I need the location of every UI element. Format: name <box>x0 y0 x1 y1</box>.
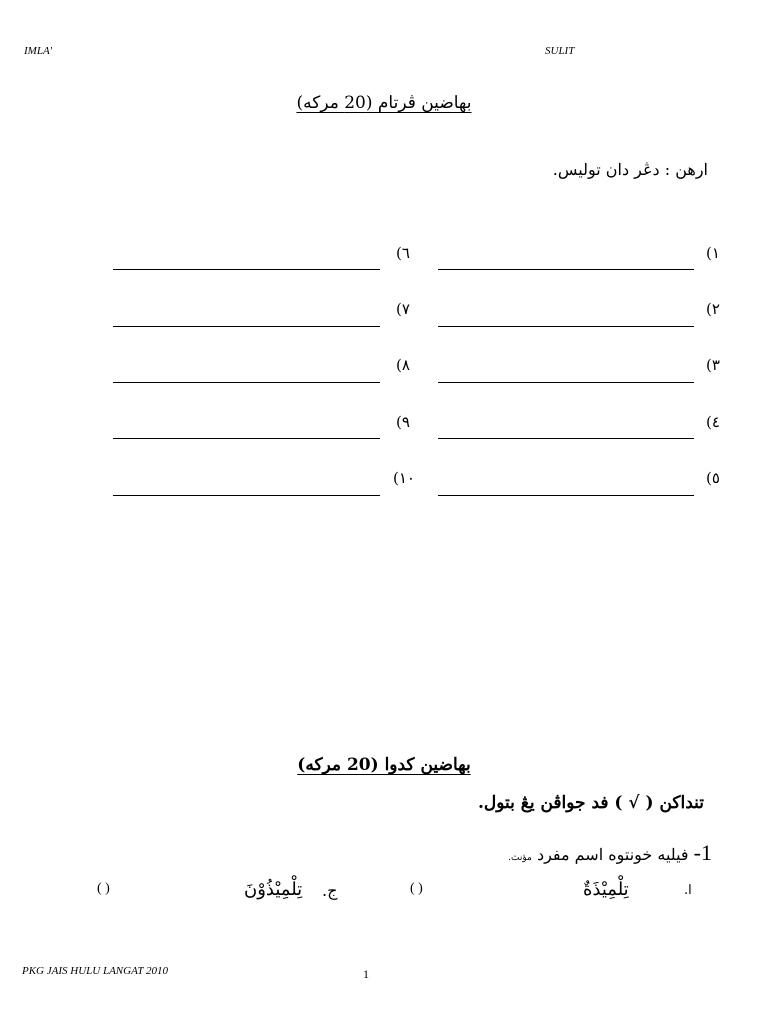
option-a-label: ا. <box>684 883 692 898</box>
item-number-7: ٧) <box>396 300 410 318</box>
answer-line-4[interactable] <box>438 438 694 439</box>
question-number: 1- <box>693 840 712 865</box>
question-1 <box>508 840 712 866</box>
item-number-1: ١) <box>706 244 720 262</box>
option-a-checkbox[interactable]: ( ) <box>410 881 423 896</box>
item-number-2: ٢) <box>706 300 720 318</box>
answer-line-8[interactable] <box>113 382 380 383</box>
item-number-10: ١٠) <box>393 469 415 487</box>
answer-line-1[interactable] <box>438 269 694 270</box>
answer-line-5[interactable] <box>438 495 694 496</box>
question-suffix: مؤنث. <box>508 853 532 863</box>
answer-line-10[interactable] <box>113 495 380 496</box>
question-text: فيليه خونتوه اسم مفرد <box>536 845 689 864</box>
item-number-4: ٤) <box>706 413 720 431</box>
answer-line-2[interactable] <box>438 326 694 327</box>
header-subject: IMLA' <box>24 45 53 57</box>
item-number-9: ٩) <box>396 413 410 431</box>
footer-text: PKG JAIS HULU LANGAT 2010 <box>22 965 169 977</box>
item-number-5: ٥) <box>706 469 720 487</box>
answer-line-9[interactable] <box>113 438 380 439</box>
section1-title: بهاضين ڤرتام (20 مركه) <box>296 93 472 113</box>
answer-line-6[interactable] <box>113 269 380 270</box>
header-classification: SULIT <box>545 45 575 57</box>
item-number-8: ٨) <box>396 356 410 374</box>
option-c-label: ج. <box>322 881 338 900</box>
option-a-text[interactable]: تِلْمِيْذَةٌ <box>583 879 629 900</box>
item-number-3: ٣) <box>706 356 720 374</box>
section2-instruction: تنداكن ( √ ) فد جواڤن يڠ بتول. <box>477 793 704 813</box>
section1-instruction: ارهن : دڠر دان توليس. <box>552 160 708 179</box>
answer-line-3[interactable] <box>438 382 694 383</box>
answer-line-7[interactable] <box>113 326 380 327</box>
page-number: 1 <box>363 967 369 981</box>
section2-title: بهاضين كدوا (20 مركه) <box>297 755 471 775</box>
option-c-text[interactable]: تِلْمِيْذُوْنَ <box>244 879 303 900</box>
item-number-6: ٦) <box>396 244 410 262</box>
option-c-checkbox[interactable]: ( ) <box>97 881 110 896</box>
